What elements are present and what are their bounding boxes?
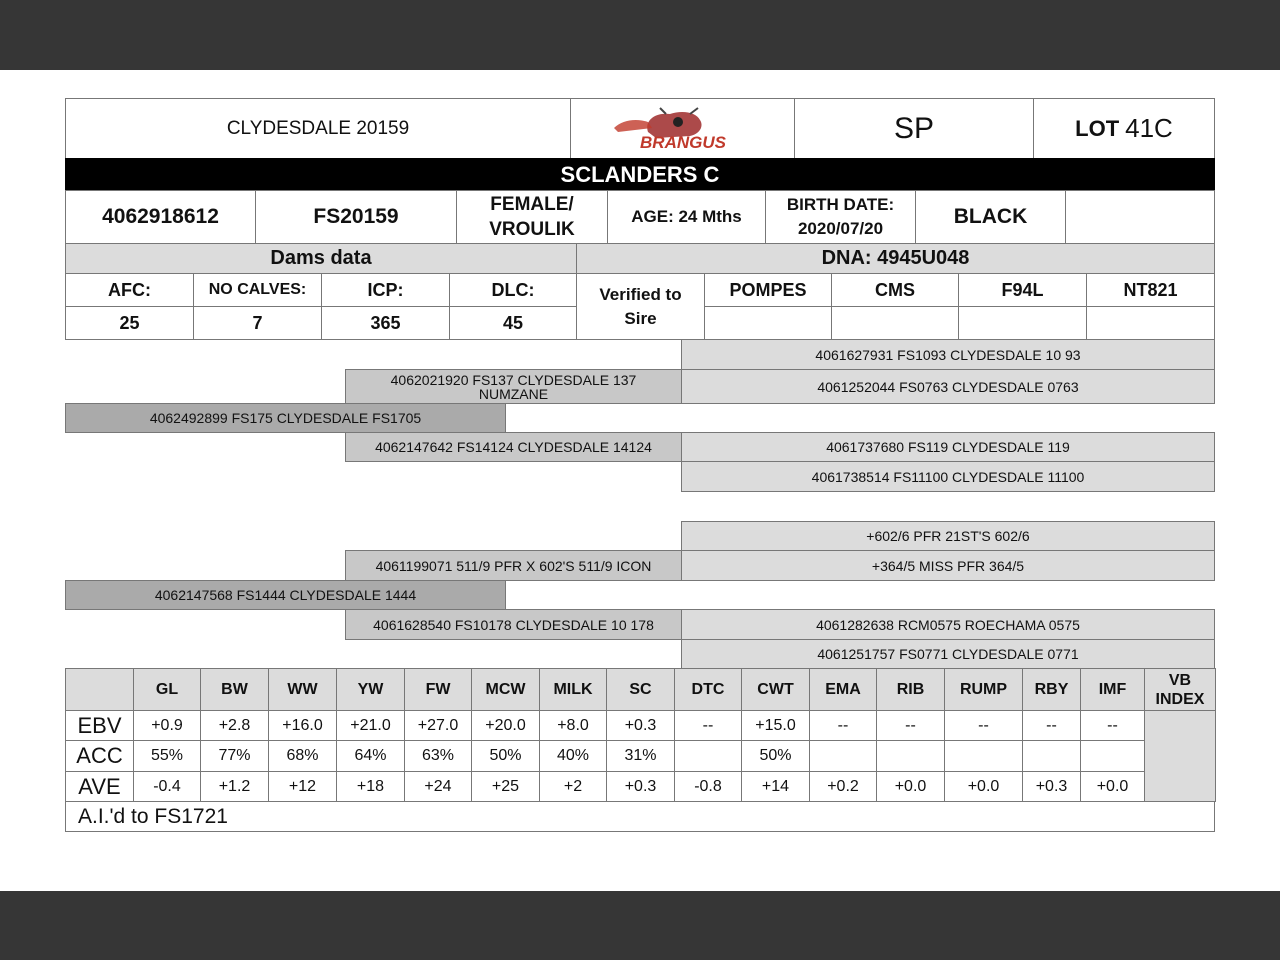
pedigree-sire-sire-sire: 4061627931 FS1093 CLYDESDALE 10 93 [681, 339, 1215, 370]
colour: BLACK [915, 190, 1066, 244]
pedigree-sire-dam: 4062147642 FS14124 CLYDESDALE 14124 [345, 432, 682, 462]
dams-header-calves: NO CALVES: [193, 273, 322, 307]
vb-index-value [1144, 710, 1216, 802]
ebv-cell: +0.0 [944, 771, 1023, 802]
ebv-header-cwt: CWT [741, 668, 810, 711]
ebv-cell: +0.0 [876, 771, 945, 802]
birth-date-value: 2020/07/20 [797, 219, 884, 238]
info-extra [1065, 190, 1215, 244]
ebv-header-corner [65, 668, 134, 711]
dna-value-nt821 [1086, 306, 1215, 340]
ebv-cell: +27.0 [404, 710, 472, 741]
ebv-cell: +24 [404, 771, 472, 802]
ebv-cell: -- [809, 710, 877, 741]
brangus-bull-logo-icon [608, 106, 758, 152]
ebv-cell: +20.0 [471, 710, 540, 741]
ebv-cell: +0.0 [1080, 771, 1145, 802]
pedigree-dam-sire: 4061199071 511/9 PFR X 602'S 511/9 ICON [345, 550, 682, 581]
ebv-cell: 63% [404, 740, 472, 772]
brangus-logo [570, 98, 795, 159]
animal-name: SCLANDERS C [65, 158, 1215, 191]
ebv-cell: +0.3 [606, 710, 675, 741]
ebv-cell: 50% [741, 740, 810, 772]
verified-to-sire [576, 273, 705, 340]
ebv-cell: 40% [539, 740, 607, 772]
ebv-cell: 50% [471, 740, 540, 772]
ebv-header-rib: RIB [876, 668, 945, 711]
ebv-header-ema: EMA [809, 668, 877, 711]
birth-date [765, 190, 916, 244]
sex [456, 190, 608, 244]
pedigree-dam-dam: 4061628540 FS10178 CLYDESDALE 10 178 [345, 609, 682, 640]
dams-title: Dams data [65, 243, 577, 274]
ebv-header-yw: YW [336, 668, 405, 711]
ebv-cell [944, 740, 1023, 772]
top-dark-bar [0, 0, 1280, 70]
ebv-header-vb-index [1144, 668, 1216, 711]
ebv-cell: 64% [336, 740, 405, 772]
ebv-header-imf: IMF [1080, 668, 1145, 711]
lot-label: LOT [1075, 115, 1120, 141]
dna-header-nt821: NT821 [1086, 273, 1215, 307]
ebv-cell [1022, 740, 1081, 772]
ebv-cell: -- [1022, 710, 1081, 741]
ebv-header-ww: WW [268, 668, 337, 711]
dams-header-afc: AFC: [65, 273, 194, 307]
ebv-header-rump: RUMP [944, 668, 1023, 711]
dna-header-cms: CMS [831, 273, 959, 307]
ebv-cell: 31% [606, 740, 675, 772]
ebv-cell: +0.3 [1022, 771, 1081, 802]
ebv-cell: -- [1080, 710, 1145, 741]
pedigree-sire-sire-line-2: NUMZANE [478, 385, 549, 402]
verified-line-2: Sire [624, 308, 657, 328]
pedigree-sire-sire-line-1: 4062021920 FS137 CLYDESDALE 137 [390, 371, 637, 388]
ebv-header-rby: RBY [1022, 668, 1081, 711]
vb-index-line-2: INDEX [1155, 690, 1205, 708]
pedigree-dam-dam-dam: 4061251757 FS0771 CLYDESDALE 0771 [681, 639, 1215, 669]
ebv-cell: +0.3 [606, 771, 675, 802]
ebv-header-dtc: DTC [674, 668, 742, 711]
ebv-cell: +21.0 [336, 710, 405, 741]
ebv-cell [1080, 740, 1145, 772]
ebv-cell: 68% [268, 740, 337, 772]
vb-index-line-1: VB [1168, 671, 1192, 689]
dams-value-afc: 25 [65, 306, 194, 340]
pedigree-dam-dam-sire: 4061282638 RCM0575 ROECHAMA 0575 [681, 609, 1215, 640]
pedigree-sire-sire-dam: 4061252044 FS0763 CLYDESDALE 0763 [681, 369, 1215, 404]
dna-value-f94l [958, 306, 1087, 340]
ebv-cell [876, 740, 945, 772]
ebv-cell: -- [674, 710, 742, 741]
ebv-cell: +1.2 [200, 771, 269, 802]
dams-header-icp: ICP: [321, 273, 450, 307]
ebv-row-label: EBV [65, 710, 134, 741]
ebv-cell [674, 740, 742, 772]
pedigree-sire-dam-sire: 4061737680 FS119 CLYDESDALE 119 [681, 432, 1215, 462]
ebv-cell: -- [876, 710, 945, 741]
ebv-cell [809, 740, 877, 772]
pedigree-sire: 4062492899 FS175 CLYDESDALE FS1705 [65, 403, 506, 433]
age: AGE: 24 Mths [607, 190, 766, 244]
ebv-header-gl: GL [133, 668, 201, 711]
lot-box [1033, 98, 1215, 159]
dna-header-pompes: POMPES [704, 273, 832, 307]
ebv-header-milk: MILK [539, 668, 607, 711]
lot-card-page [0, 70, 1280, 891]
lot-number: 41C [1125, 113, 1173, 143]
ebv-cell: +0.9 [133, 710, 201, 741]
ebv-cell: +25 [471, 771, 540, 802]
grade: SP [794, 98, 1034, 159]
note: A.I.'d to FS1721 [65, 801, 1215, 832]
sex-line-1: FEMALE/ [490, 194, 574, 215]
logo-text: BRANGUS [639, 132, 726, 152]
pedigree-sire-dam-dam: 4061738514 FS11100 CLYDESDALE 11100 [681, 461, 1215, 492]
pedigree-dam-sire-dam: +364/5 MISS PFR 364/5 [681, 550, 1215, 581]
ebv-cell: +8.0 [539, 710, 607, 741]
dams-value-icp: 365 [321, 306, 450, 340]
pedigree-sire-sire [345, 369, 682, 404]
dna-header-f94l: F94L [958, 273, 1087, 307]
pedigree-dam: 4062147568 FS1444 CLYDESDALE 1444 [65, 580, 506, 610]
ebv-cell: +0.2 [809, 771, 877, 802]
verified-line-1: Verified to [599, 284, 682, 304]
ebv-cell: +2.8 [200, 710, 269, 741]
ebv-cell: +12 [268, 771, 337, 802]
dams-value-dlc: 45 [449, 306, 577, 340]
dna-value-cms [831, 306, 959, 340]
dams-value-calves: 7 [193, 306, 322, 340]
ebv-cell: +2 [539, 771, 607, 802]
ebv-row-label: AVE [65, 771, 134, 802]
ebv-cell: 55% [133, 740, 201, 772]
ebv-cell: +16.0 [268, 710, 337, 741]
ebv-cell: -0.4 [133, 771, 201, 802]
ebv-cell: +14 [741, 771, 810, 802]
ebv-cell: 77% [200, 740, 269, 772]
animal-id: 4062918612 [65, 190, 256, 244]
dna-title: DNA: 4945U048 [576, 243, 1215, 274]
ebv-header-bw: BW [200, 668, 269, 711]
ebv-header-mcw: MCW [471, 668, 540, 711]
ebv-cell: -0.8 [674, 771, 742, 802]
animal-tag: FS20159 [255, 190, 457, 244]
ebv-cell: +18 [336, 771, 405, 802]
ebv-header-fw: FW [404, 668, 472, 711]
dams-header-dlc: DLC: [449, 273, 577, 307]
farm-name: CLYDESDALE 20159 [65, 98, 571, 159]
ebv-row-label: ACC [65, 740, 134, 772]
birth-date-label: BIRTH DATE: [786, 195, 895, 214]
bottom-dark-bar [0, 891, 1280, 960]
sex-line-2: VROULIK [489, 219, 575, 240]
dna-value-pompes [704, 306, 832, 340]
ebv-cell: -- [944, 710, 1023, 741]
ebv-cell: +15.0 [741, 710, 810, 741]
ebv-header-sc: SC [606, 668, 675, 711]
pedigree-dam-sire-sire: +602/6 PFR 21ST'S 602/6 [681, 521, 1215, 551]
